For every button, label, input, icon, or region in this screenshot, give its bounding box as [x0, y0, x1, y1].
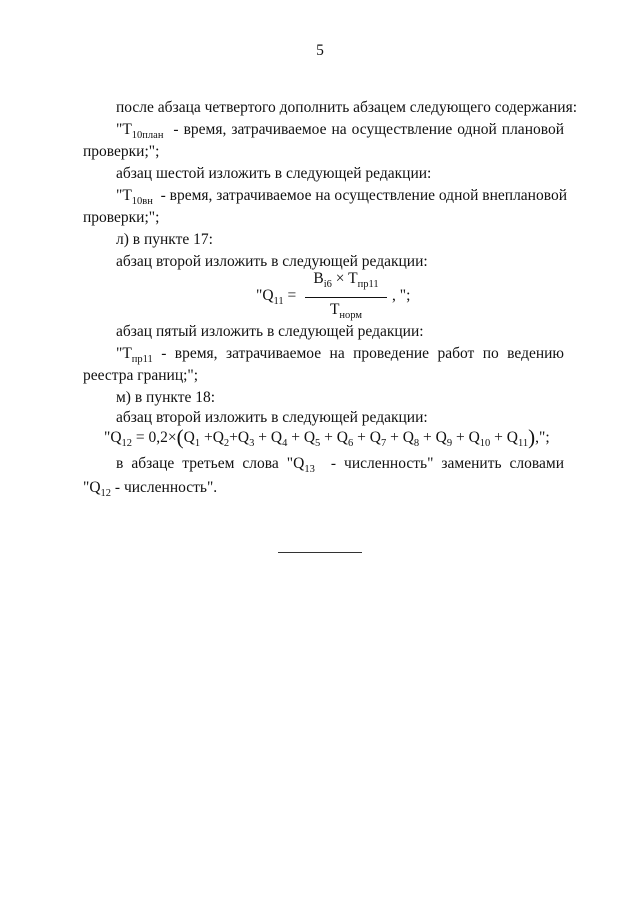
paragraph-line — [116, 186, 567, 207]
paragraph-line: л) в пункте 17: — [116, 231, 213, 248]
formula-term-subscript: 3 — [249, 438, 255, 449]
formula-term-subscript: 8 — [413, 438, 420, 449]
formula-operator: + — [419, 429, 436, 446]
formula-term-subscript: 10 — [479, 438, 491, 449]
formula-term: Q — [336, 429, 348, 446]
formula-operator: + — [229, 429, 238, 446]
formula-suffix: ,"; — [535, 429, 550, 446]
formula-term: Q — [212, 429, 224, 446]
subscript: 10план — [131, 130, 164, 141]
formula-term: Q — [303, 429, 316, 446]
formula-operator: + — [200, 429, 213, 446]
paragraph-line: абзац шестой изложить в следующей редакции: — [116, 165, 432, 182]
page-number: 5 — [316, 42, 324, 59]
subscript: 13 — [304, 464, 315, 475]
subscript: 12 — [100, 488, 112, 499]
formula-term-subscript: 11 — [518, 438, 529, 449]
formula-lhs: "$Q_{11}$ = — [256, 287, 297, 307]
open-paren: ( — [176, 425, 184, 449]
formula-operator: + — [287, 429, 304, 446]
paragraph-line — [116, 344, 564, 364]
quote-symbol: "T — [116, 345, 132, 362]
paragraph-line: абзац пятый изложить в следующей редакции: — [116, 323, 424, 340]
subscript: 10вн — [131, 196, 153, 207]
formula-term: Q — [183, 429, 195, 446]
paragraph-line: проверки;"; — [83, 143, 160, 160]
formula-term: Q — [435, 429, 447, 446]
formula-term: Q — [402, 429, 414, 446]
formula-term: Q — [506, 429, 518, 446]
formula-term-subscript: 4 — [282, 438, 288, 449]
formula-term: Q — [369, 429, 381, 446]
paragraph-line: реестра границ;"; — [83, 367, 199, 384]
paragraph-line — [116, 120, 564, 140]
formula-operator: + — [254, 429, 271, 446]
formula-term-subscript: 7 — [380, 438, 387, 449]
definition-text: - время, затрачиваемое на осуществление одной плановой — [173, 121, 564, 138]
paragraph-line: проверки;"; — [83, 209, 160, 226]
formula-term-subscript: 6 — [347, 438, 354, 449]
paragraph-line: абзац второй изложить в следующей редакции: — [116, 253, 428, 270]
formula-term-subscript: 2 — [223, 438, 230, 449]
formula-term: Q — [270, 429, 283, 446]
close-paren: ) — [528, 425, 536, 449]
fraction-numerator: $B_{i6} \times T_{пр11}$ — [313, 270, 379, 290]
formula-term-subscript: 9 — [446, 438, 453, 449]
formula-terms — [183, 429, 529, 449]
end-rule — [278, 552, 362, 553]
paragraph-line: "$Q_{12}$ - численность". — [83, 479, 218, 499]
formula-operator: + — [320, 429, 337, 446]
formula-q11 — [256, 270, 436, 324]
subscript: пр11 — [131, 354, 153, 365]
formula-operator: + — [490, 429, 507, 446]
formula-lhs: "$Q_{12} = 0,2\times$ — [104, 429, 177, 449]
quote-symbol: "T — [116, 121, 132, 138]
formula-operator: + — [353, 429, 370, 446]
fraction-bar — [305, 297, 387, 298]
definition-text: - время, затрачиваемое на осуществление одной внеплановой — [160, 187, 567, 204]
paragraph-line: после абзаца четвертого дополнить абзацем следующего содержания: — [116, 99, 578, 116]
formula-q12 — [104, 425, 550, 450]
formula-term-subscript: 5 — [315, 438, 321, 449]
definition-text: - время, затрачиваемое на проведение работ по ведению — [161, 345, 565, 362]
quote-symbol: "T — [116, 187, 132, 204]
formula-operator: + — [386, 429, 403, 446]
formula-suffix: , "; — [392, 287, 411, 304]
formula-term-subscript: 1 — [194, 438, 201, 449]
paragraph-line: в абзаце третьем слова "$Q_{13}$ - численность" заменить словами — [116, 455, 565, 475]
paragraph-line: м) в пункте 18: — [116, 389, 216, 406]
formula-operator: + — [452, 429, 469, 446]
paragraph-line: абзац второй изложить в следующей редакции: — [116, 409, 428, 426]
formula-term: Q — [237, 429, 250, 446]
formula-term: Q — [468, 429, 480, 446]
fraction-denominator: $T_{норм}$ — [329, 301, 363, 321]
